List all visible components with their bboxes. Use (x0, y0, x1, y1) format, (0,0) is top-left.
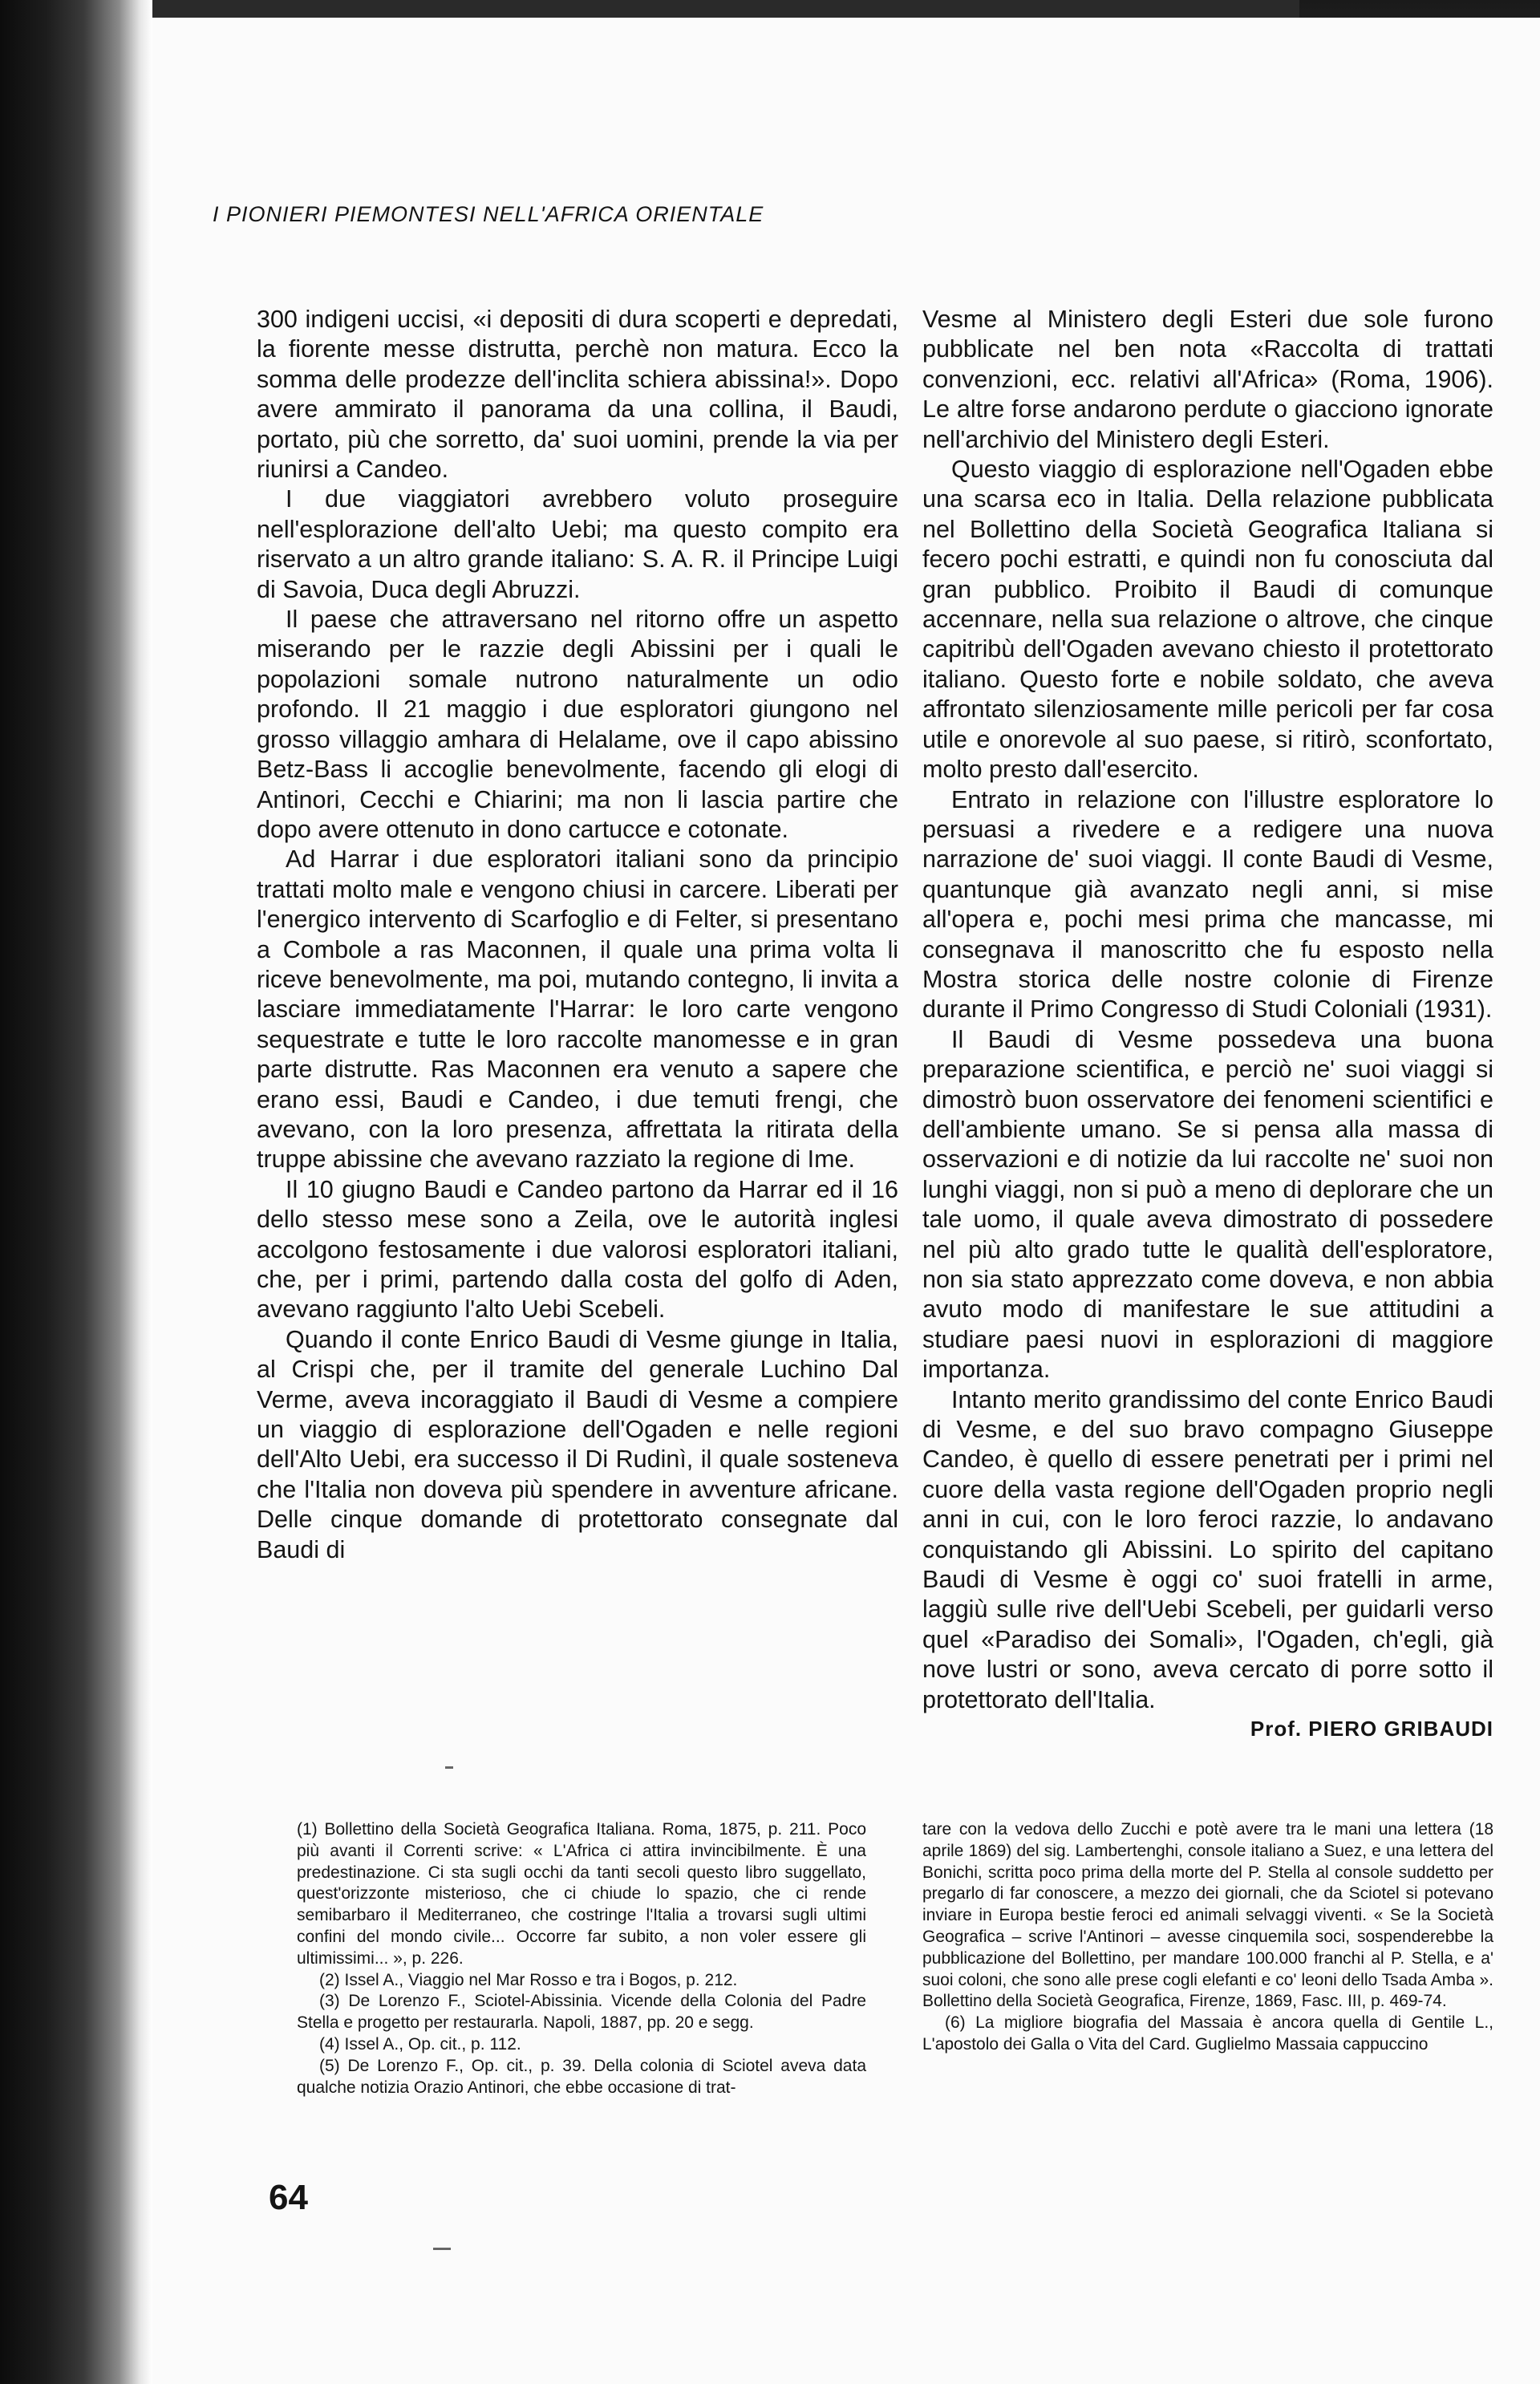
footnote: (1) Bollettino della Società Geografica Italiana. Roma, 1875, p. 211. Poco più avanti il Correnti scrive: « L'Africa ci attira invincibilmente. È una predestinazione. Ci sta sugli occhi da tanti secoli questo libro suggellato, quest'orizzonte misterioso, che ci chiude lo spazio, che ci rende semibarbaro il Mediterraneo, che costringe l'Italia a trovarsi sugli ultimi confini del mondo civile... Occorre far subito, a non voler essere gli ultimissimi... », p. 226. (297, 1820, 866, 1968)
page-number: 64 (269, 2178, 308, 2217)
footnote: (3) De Lorenzo F., Sciotel-Abissinia. Vicende della Colonia del Padre Stella e progetto per restaurarla. Napoli, 1887, pp. 20 e segg. (297, 1992, 866, 2033)
footnote: (2) Issel A., Viaggio nel Mar Rosso e tra i Bogos, p. 212. (319, 1970, 738, 1989)
book-spine-shadow (0, 0, 152, 2384)
footnotes-right (922, 1819, 1493, 2056)
paragraph: Quando il conte Enrico Baudi di Vesme giunge in Italia, al Crispi che, per il tramite del generale Luchino Dal Verme, aveva incoraggiato il Baudi di Vesme a compiere un viaggio di esplorazione dell'Ogaden e nelle regioni dell'Alto Uebi, era successo il Di Rudinì, il quale sosteneva che l'Italia non doveva più spendere in avventure africane. Delle cinque domande di protettorato consegnate dal Baudi di (257, 1325, 898, 1563)
author-signature: Prof. PIERO GRIBAUDI (1250, 1717, 1493, 1741)
running-head: I PIONIERI PIEMONTESI NELL'AFRICA ORIENTALE (213, 202, 764, 226)
paragraph: Il paese che attraversano nel ritorno offre un aspetto miserando per le razzie degli Abissini per i quali le popolazioni somale nutrono naturalmente un odio profondo. Il 21 maggio i due esploratori giungono nel grosso villaggio amhara di Helalame, ove il capo abissino Betz-Bass li accoglie benevolmente, facendo gli elogi di Antinori, Cecchi e Chiarini; ma non li lascia partire che dopo avere ottenuto in dono cartucce e cotonate. (257, 606, 898, 843)
body-column-left (257, 305, 898, 1565)
footnotes-left (297, 1819, 866, 2098)
paragraph: Il Baudi di Vesme possedeva una buona preparazione scientifica, e perciò ne' suoi viaggi si dimostrò buon osservatore dei fenomeni scientifici e dell'ambiente umano. Se si pensa alla massa di osservazioni e di notizie da lui raccolte ne' suoi non lunghi viaggi, non si può a meno di deplorare che un tale uomo, il quale aveva dimostrato di possedere nel più alto grado tutte le qualità dell'esploratore, non sia stato apprezzato come doveva, e non abbia avuto modo di manifestare le sue attitudini a studiare paesi nuovi in esplorazioni di maggiore importanza. (922, 1025, 1493, 1384)
paragraph: I due viaggiatori avrebbero voluto proseguire nell'esplorazione dell'alto Uebi; ma questo compito era riservato a un altro grande italiano: S. A. R. il Principe Luigi di Savoia, Duca degli Abruzzi. (257, 485, 898, 603)
footnote: tare con la vedova dello Zucchi e potè avere tra le mani una lettera (18 aprile 1869) del sig. Lambertenghi, console italiano a Suez, e una lettera del Bonichi, scritta poco prima della morte del P. Stella al console suddetto per pregarlo di far conoscere, a mezzo dei giornali, che da Sciotel si potevano inviare in Europa bestie feroci ed animali selvaggi viventi. « Se la Società Geografica – scrive l'Antinori – avesse cinquemila soci, sospenderebbe la pubblicazione del Bollettino, per mandare 100.000 franchi al P. Stella, e a' suoi coloni, che sono alle prese cogli elefanti e co' leoni dello Tsada Amba ». Bollettino della Società Geografica, Firenze, 1869, Fasc. III, p. 469-74. (922, 1820, 1493, 2011)
paragraph: Ad Harrar i due esploratori italiani sono da principio trattati molto male e vengono chiusi in carcere. Liberati per l'energico intervento di Scarfoglio e di Felter, si presentano a Combole a ras Maconnen, il quale una prima volta li riceve benevolmente, ma poi, mutando contegno, li invita a lasciare immediatamente l'Harrar: le loro carte vengono sequestrate e tutte le loro raccolte manomesse e in gran parte distrutte. Ras Maconnen era venuto a sapere che erano essi, Baudi e Candeo, i due temuti frengi, che avevano, con la loro presenza, affrettata la ritirata della truppe abissine che avevano razziato la regione di Ime. (257, 845, 898, 1174)
footnote: (4) Issel A., Op. cit., p. 112. (319, 2034, 521, 2054)
paragraph: Questo viaggio di esplorazione nell'Ogaden ebbe una scarsa eco in Italia. Della relazione pubblicata nel Bollettino della Società Geografica Italiana si fecero pochi estratti, e quindi non fu conosciuta dal gran pubblico. Proibito il Baudi di comunque accennare, nella sua relazione o altrove, che cinque capitribù dell'Ogaden avevano chiesto il protettorato italiano. Questo forte e nobile soldato, che aveva affrontato silenziosamente mille pericoli per far cosa utile e onorevole al suo paese, si ritirò, sconfortato, molto presto dall'esercito. (922, 456, 1493, 784)
paragraph: Entrato in relazione con l'illustre esploratore lo persuasi a rivedere e a redigere una nuova narrazione de' suoi viaggi. Il conte Baudi di Vesme, quantunque già avanzato negli anni, si mise all'opera e, pochi mesi prima che mancasse, mi consegnava il manoscritto che fu esposto nella Mostra storica delle nostre colonie di Firenze durante il Primo Congresso di Studi Coloniali (1931). (922, 785, 1493, 1024)
footnote: (6) La migliore biografia del Massaia è ancora quella di Gentile L., L'apostolo dei Galla o Vita del Card. Guglielmo Massaia cappuccino (922, 2013, 1493, 2054)
paragraph: Il 10 giugno Baudi e Candeo partono da Harrar ed il 16 dello stesso mese sono a Zeila, ove le autorità inglesi accolgono festosamente i due valorosi esploratori italiani, che, per i primi, partendo dalla costa del golfo di Aden, avevano raggiunto l'alto Uebi Scebeli. (257, 1175, 898, 1324)
body-column-right (922, 305, 1493, 1715)
paragraph: Vesme al Ministero degli Esteri due sole furono pubblicate nel ben nota «Raccolta di trattati convenzioni, ecc. relativi all'Africa» (Roma, 1906). Le altre forse andarono perdute o giacciono ignorate nell'archivio del Ministero degli Esteri. (922, 306, 1493, 453)
paragraph: 300 indigeni uccisi, «i depositi di dura scoperti e depredati, la fiorente messe distrutta, perchè non matura. Ecco la somma delle prodezze dell'inclita schiera abissina!». Dopo avere ammirato il panorama da una collina, il Baudi, portato, più che sorretto, da' suoi uomini, prende la via per riunirsi a Candeo. (257, 306, 898, 484)
footnote: (5) De Lorenzo F., Op. cit., p. 39. Della colonia di Sciotel aveva data qualche notizia Orazio Antinori, che ebbe occasione di trat- (297, 2056, 866, 2097)
scan-speck (433, 2248, 451, 2250)
scan-speck (445, 1766, 453, 1769)
paragraph: Intanto merito grandissimo del conte Enrico Baudi di Vesme, e del suo bravo compagno Giuseppe Candeo, è quello di essere penetrati per i primi nel cuore della vasta regione dell'Ogaden proprio negli anni in cui, con le loro feroci razzie, lo andavano conquistando gli Abissini. Lo spirito del capitano Baudi di Vesme è oggi co' suoi fratelli in arme, laggiù sulle rive dell'Uebi Scebeli, per guidarli verso quel «Paradiso dei Somali», l'Ogaden, ch'egli, già nove lustri or sono, aveva cercato di porre sotto il protettorato dell'Italia. (922, 1385, 1493, 1713)
